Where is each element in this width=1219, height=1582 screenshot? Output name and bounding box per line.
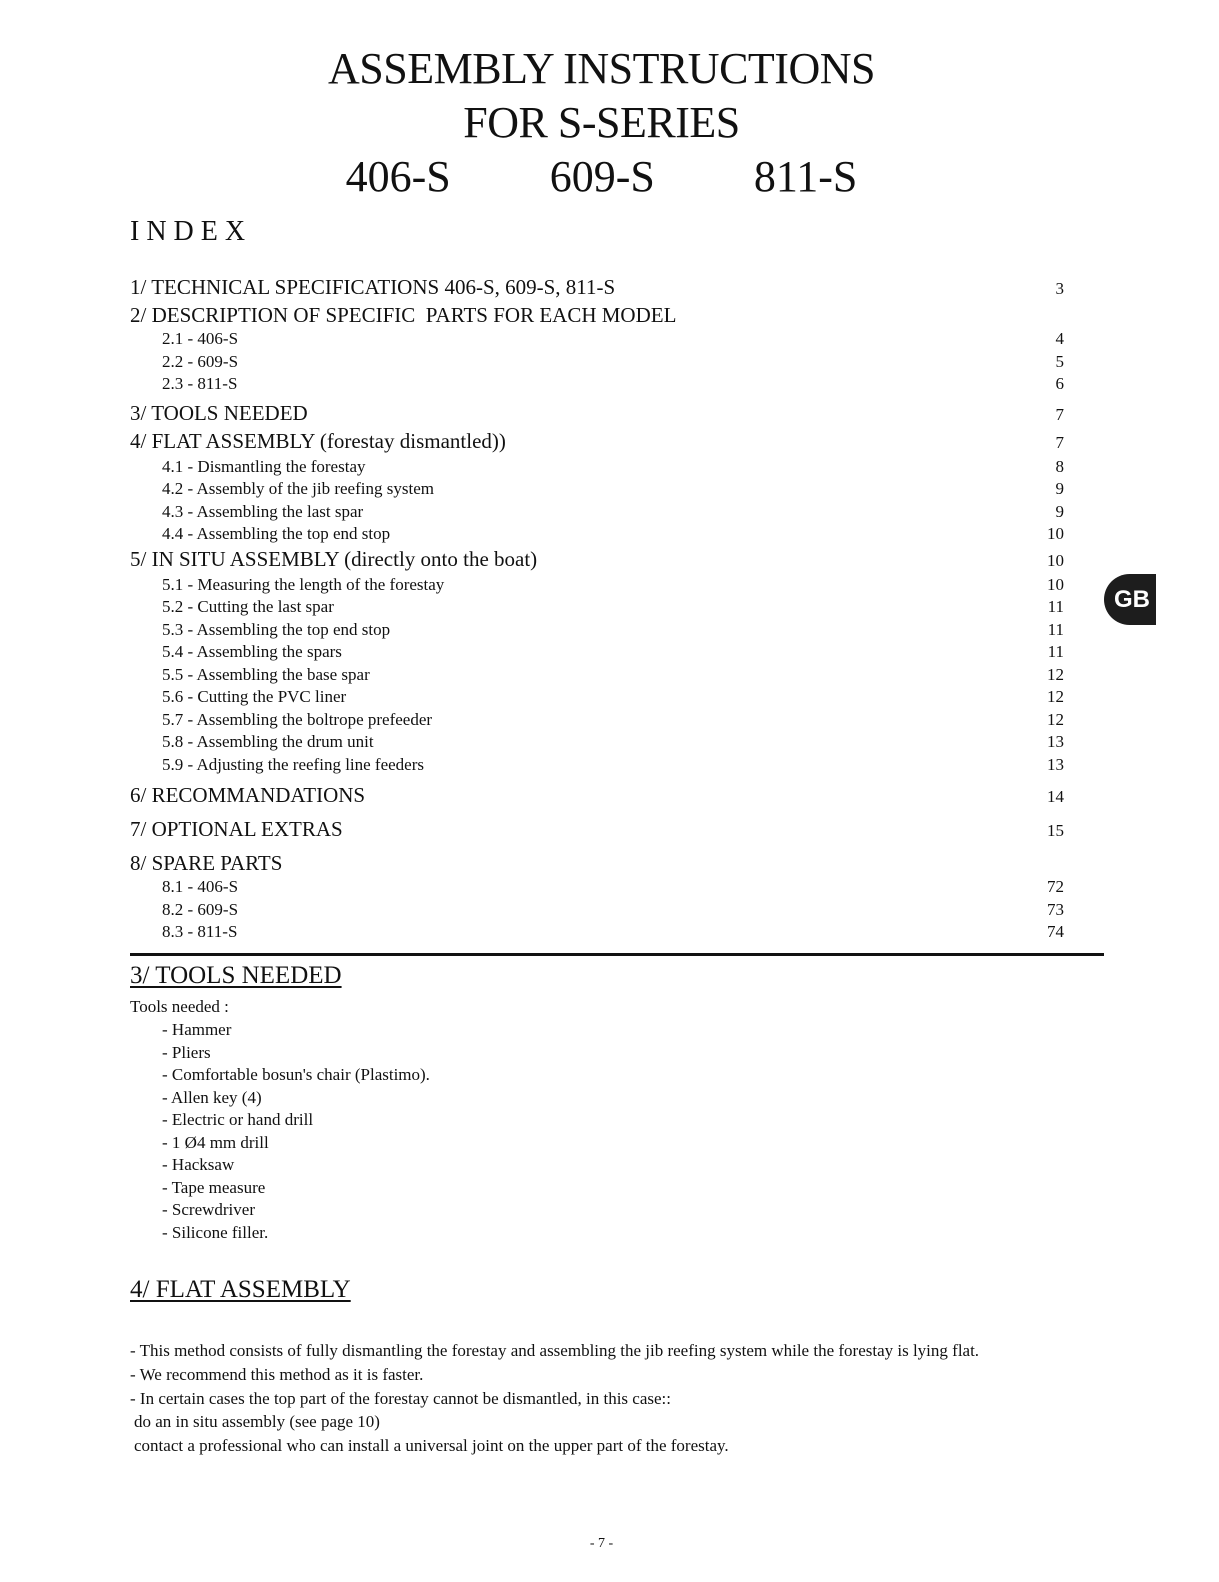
toc-entry-label: 4.4 - Assembling the top end stop	[162, 524, 391, 543]
toc-entry	[130, 754, 1064, 777]
title-line-1: ASSEMBLY INSTRUCTIONS	[328, 44, 875, 93]
toc-entry	[130, 899, 1064, 922]
toc-entry-label: 4.1 - Dismantling the forestay	[162, 456, 366, 476]
title-line-2: FOR S-SERIES	[463, 98, 740, 147]
toc-entry-label: 3/ TOOLS NEEDED	[130, 400, 308, 425]
toc-entry	[130, 574, 1064, 597]
toc-entry	[130, 546, 1064, 574]
toc-entry-page: 7	[1055, 404, 1064, 424]
toc-entry	[130, 619, 1064, 642]
list-item: - Screwdriver	[162, 1200, 255, 1219]
tools-list	[162, 1019, 430, 1244]
toc-entry-label: 5/ IN SITU ASSEMBLY (directly onto the boat)	[130, 546, 538, 571]
toc-entry-page: 14	[1047, 787, 1064, 806]
toc-entry	[130, 373, 1064, 396]
document-title	[0, 42, 1203, 204]
toc-entry-page: 12	[1047, 664, 1064, 684]
toc-entry	[130, 816, 1064, 844]
toc-entry-page: 8	[1055, 456, 1064, 476]
toc-entry-page: 10	[1047, 574, 1064, 594]
toc-entry-page: 3	[1055, 279, 1064, 298]
toc-entry-label: 5.7 - Assembling the boltrope prefeeder	[162, 709, 433, 729]
toc-entry-label: 8.2 - 609-S	[162, 899, 239, 919]
toc-entry	[130, 523, 1064, 546]
toc-entry-label: 2/ DESCRIPTION OF SPECIFIC PARTS FOR EACH MODEL	[130, 303, 677, 327]
list-item: - Hammer	[162, 1020, 232, 1039]
toc-entry-label: 2.3 - 811-S	[162, 374, 238, 393]
toc-entry-page: 72	[1047, 877, 1064, 896]
toc-entry	[130, 501, 1064, 524]
toc-entry-page: 11	[1047, 619, 1064, 639]
toc-entry	[130, 921, 1064, 944]
toc-entry-label: 8/ SPARE PARTS	[130, 851, 283, 875]
toc-entry-page: 73	[1047, 899, 1064, 919]
paragraph-line: do an in situ assembly (see page 10)	[134, 1412, 380, 1432]
language-tab-gb: GB	[1104, 574, 1156, 625]
toc-entry-page: 11	[1047, 597, 1064, 616]
paragraph-line: - In certain cases the top part of the forestay cannot be dismantled, in this case::	[130, 1388, 671, 1408]
toc-entry-label: 8.3 - 811-S	[162, 922, 238, 941]
toc-entry	[130, 428, 1064, 456]
toc-entry-label: 2.1 - 406-S	[162, 329, 239, 348]
toc-entry	[130, 686, 1064, 709]
toc-entry	[130, 641, 1064, 664]
toc-entry	[130, 328, 1064, 351]
toc-entry	[130, 876, 1064, 899]
toc-entry-label: 6/ RECOMMANDATIONS	[130, 783, 366, 807]
list-item: - Allen key (4)	[162, 1087, 262, 1107]
title-models: 406-S 609-S 811-S	[345, 152, 858, 201]
toc-entry-page: 4	[1055, 329, 1064, 348]
index-heading: INDEX	[130, 216, 253, 247]
page-number: - 7 -	[589, 1536, 614, 1551]
toc-entry	[130, 664, 1064, 687]
toc-entry-page: 5	[1055, 351, 1064, 371]
toc-entry-page: 12	[1047, 687, 1064, 706]
list-item: - Silicone filler.	[162, 1222, 269, 1242]
toc-entry	[130, 274, 1064, 302]
toc-entry-label: 5.6 - Cutting the PVC liner	[162, 687, 347, 706]
list-item: - 1 Ø4 mm drill	[162, 1132, 269, 1152]
toc-entry-page: 74	[1047, 922, 1064, 941]
list-item: - Hacksaw	[162, 1155, 235, 1174]
toc-entry-page: 13	[1047, 754, 1064, 774]
toc-entry-page: 9	[1055, 479, 1064, 498]
toc-entry	[130, 400, 1064, 428]
toc-entry-label: 5.2 - Cutting the last spar	[162, 597, 334, 616]
toc-entry	[130, 302, 1064, 328]
toc-entry	[130, 850, 1064, 876]
toc-entry-page: 12	[1047, 709, 1064, 729]
toc-entry-label: 8.1 - 406-S	[162, 877, 239, 896]
toc-entry-label: 4.2 - Assembly of the jib reefing system	[162, 479, 434, 498]
flat-assembly-text	[130, 1339, 979, 1458]
toc-entry-label: 4.3 - Assembling the last spar	[162, 501, 364, 521]
section-divider	[130, 953, 1104, 956]
tools-section-title: 3/ TOOLS NEEDED	[130, 962, 342, 989]
paragraph-line: contact a professional who can install a universal joint on the upper part of the forestay.	[134, 1436, 729, 1455]
toc-entry-label: 5.9 - Adjusting the reefing line feeders	[162, 754, 425, 774]
toc-entry-page: 10	[1047, 550, 1064, 570]
toc-entry-page: 13	[1047, 732, 1064, 751]
list-item: - Pliers	[162, 1042, 211, 1062]
toc-entry-label: 5.5 - Assembling the base spar	[162, 664, 370, 684]
toc-entry	[130, 478, 1064, 501]
toc-entry-label: 5.4 - Assembling the spars	[162, 642, 342, 661]
toc-entry	[130, 709, 1064, 732]
list-item: - Electric or hand drill	[162, 1110, 314, 1129]
toc-entry-label: 4/ FLAT ASSEMBLY (forestay dismantled))	[130, 428, 506, 453]
toc-entry	[130, 731, 1064, 754]
toc-entry	[130, 351, 1064, 374]
toc-entry-page: 15	[1047, 821, 1064, 840]
tools-intro: Tools needed :	[130, 997, 229, 1016]
toc-entry-label: 5.3 - Assembling the top end stop	[162, 619, 391, 639]
toc-entry-page: 11	[1047, 642, 1064, 661]
toc-entry-label: 5.1 - Measuring the length of the forestay	[162, 574, 445, 594]
toc-entry-label: 2.2 - 609-S	[162, 351, 239, 371]
toc-entry-label: 7/ OPTIONAL EXTRAS	[130, 817, 343, 841]
toc-entry-page: 6	[1055, 374, 1064, 393]
list-item: - Comfortable bosun's chair (Plastimo).	[162, 1065, 430, 1084]
toc-entry-label: 1/ TECHNICAL SPECIFICATIONS 406-S, 609-S, 811-S	[130, 275, 616, 299]
toc-entry-page: 7	[1055, 432, 1064, 452]
toc-entry-page: 10	[1047, 524, 1064, 543]
toc-entry-label: 5.8 - Assembling the drum unit	[162, 732, 374, 751]
toc-entry	[130, 596, 1064, 619]
toc-entry-page: 9	[1055, 501, 1064, 521]
table-of-contents	[130, 274, 1064, 944]
paragraph-line: - This method consists of fully dismantling the forestay and assembling the jib reefing system while the forestay is lying flat.	[130, 1341, 980, 1360]
flat-assembly-section-title: 4/ FLAT ASSEMBLY	[130, 1276, 351, 1303]
toc-entry	[130, 782, 1064, 810]
list-item: - Tape measure	[162, 1177, 266, 1197]
toc-entry	[130, 456, 1064, 479]
paragraph-line: - We recommend this method as it is faster.	[130, 1364, 424, 1384]
